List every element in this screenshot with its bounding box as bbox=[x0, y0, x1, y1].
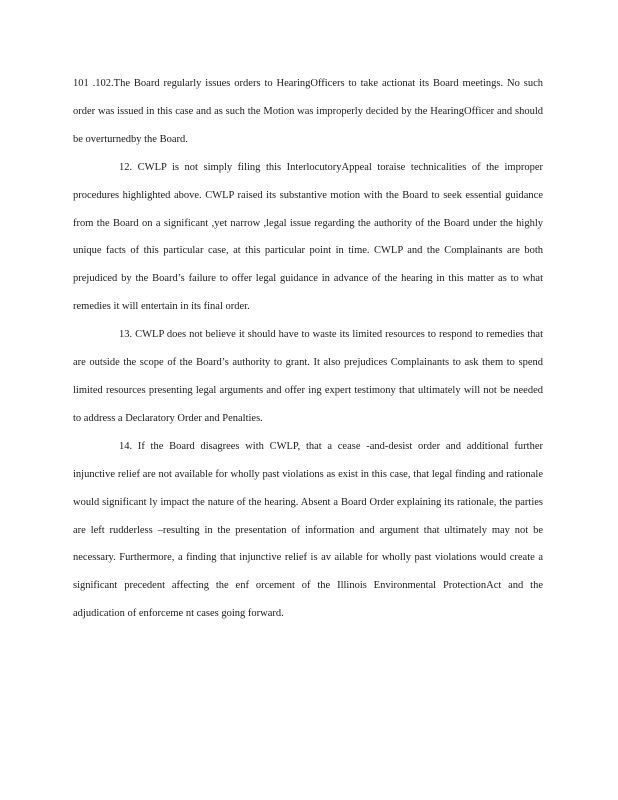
paragraph-12: 12. CWLP is not simply filing this InterlocutoryAppeal toraise technicalities of the improper procedures highlighted above. CWLP raised its substantive motion with the Board to seek essential guidance from the Board on a significant ,yet narrow ,legal issue regarding the authority of the Board under the highly unique facts of this particular case, at this particular point in time. CWLP and the Complainants are both prejudiced by the Board’s failure to offer legal guidance in advance of the hearing in this matter as to what remedies it will entertain in its final order. bbox=[73, 161, 543, 313]
document-body bbox=[73, 70, 543, 628]
paragraph-13: 13. CWLP does not believe it should have to waste its limited resources to respond to remedies that are outside the scope of the Board’s authority to grant. It also prejudices Complainants to ask them to spend limited resources presenting legal arguments and offer ing expert testimony that ultimately will not be needed to address a Declaratory Order and Penalties. bbox=[73, 329, 543, 424]
paragraph-14: 14. If the Board disagrees with CWLP, that a cease -and-desist order and additional further injunctive relief are not available for wholly past violations as exist in this case, that legal finding and rationale would significant ly impact the nature of the hearing. Absent a Board Order explaining its rationale, the parties are left rudderless –resulting in the presentation of information and argument that ultimately may not be necessary. Furthermore, a finding that injunctive relief is av ailable for wholly past violations would create a significant precedent affecting the enf orcement of the Illinois Environmental ProtectionAct and the adjudication of enforceme nt cases going forward. bbox=[73, 440, 543, 620]
paragraph-continued: 101 .102.The Board regularly issues orders to HearingOfficers to take actionat its Board meetings. No such order was issued in this case and as such the Motion was improperly decided by the HearingOfficer and should be overturnedby the Board. bbox=[73, 78, 543, 145]
